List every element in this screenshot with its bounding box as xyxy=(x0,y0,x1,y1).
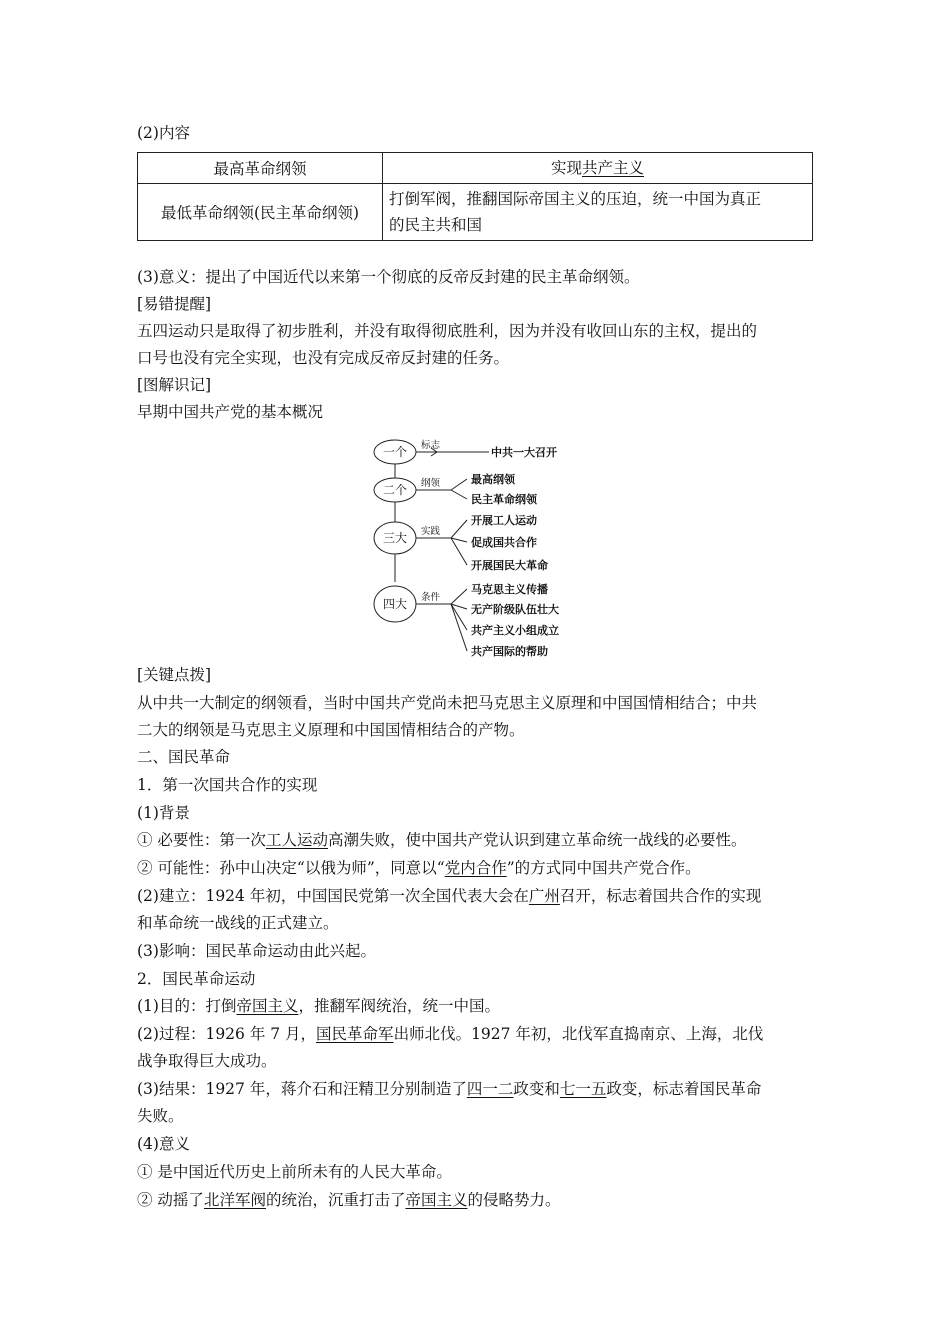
goal-text xyxy=(137,995,500,1017)
part-title: 二、国民革命 xyxy=(137,748,231,766)
text-run: ，推翻军阀统治，统一中国。 xyxy=(298,997,500,1015)
leaf-text: 共产主义小组成立 xyxy=(471,624,559,637)
text-run: 高潮失败，使中国共产党认识到建立革命统一战线的必要性。 xyxy=(327,831,747,849)
section-content-title: (2)内容 xyxy=(137,124,190,142)
error-tip-text: 五四运动只是取得了初步胜利，并没有取得彻底胜利，因为并没有收回山东的主权，提出的 xyxy=(137,322,758,340)
text-run: 政变，标志着国民革命 xyxy=(606,1080,762,1098)
leaf-text: 马克思主义传播 xyxy=(471,583,548,596)
leaf-text: 最高纲领 xyxy=(471,473,515,486)
key-point-label: [关键点拨] xyxy=(137,666,212,684)
table-cell xyxy=(383,184,813,241)
node-label: 一个 xyxy=(382,445,408,459)
result-text: 失败。 xyxy=(137,1107,184,1125)
table-row xyxy=(138,153,813,184)
leaf-text: 共产国际的帮助 xyxy=(471,645,548,658)
key-point-text: 从中共一大制定的纲领看，当时中国共产党尚未把马克思主义原理和中国国情相结合；中共 xyxy=(137,694,758,712)
text-run: 的统治，沉重打击了 xyxy=(265,1191,406,1209)
key-point-text: 二大的纲领是马克思主义原理和中国国情相结合的产物。 xyxy=(137,721,525,739)
underlined-term: 四一二 xyxy=(466,1080,514,1098)
underlined-term: 工人运动 xyxy=(265,831,328,849)
leaf-text: 无产阶级队伍壮大 xyxy=(471,603,559,616)
underlined-term: 国民革命军 xyxy=(316,1025,394,1043)
leaf-text: 开展工人运动 xyxy=(471,514,537,527)
edge-label: 标志 xyxy=(421,440,441,451)
significance-text: ① 是中国近代历史上前所未有的人民大革命。 xyxy=(137,1163,452,1181)
table-cell: 最低革命纲领(民主革命纲领) xyxy=(138,184,383,241)
necessity-text xyxy=(137,829,746,851)
node-label: 三大 xyxy=(382,531,408,545)
table-row xyxy=(138,184,813,241)
subsection-title: 2．国民革命运动 xyxy=(137,970,256,988)
underlined-term: 广州 xyxy=(528,887,560,905)
text-run: ② 可能性：孙中山决定“以俄为师”，同意以“ xyxy=(137,859,445,877)
cell-text: 打倒军阀，推翻国际帝国主义的压迫，统一中国为真正 xyxy=(389,190,762,208)
error-tip-label: [易错提醒] xyxy=(137,295,212,313)
establishment-text xyxy=(137,885,761,907)
underlined-term: 帝国主义 xyxy=(405,1191,468,1209)
text-run: (2)过程：1926 年 7 月， xyxy=(137,1025,317,1043)
cell-text: 实现 xyxy=(550,159,582,177)
leaf-text: 开展国民大革命 xyxy=(471,559,548,572)
text-run: 政变和 xyxy=(513,1080,560,1098)
text-run: ”的方式同中国共产党合作。 xyxy=(506,859,701,877)
text-run: ① 必要性：第一次 xyxy=(137,831,266,849)
text-run: ② 动摇了 xyxy=(137,1191,204,1209)
significance-title: (4)意义 xyxy=(137,1135,190,1153)
edge-label: 实践 xyxy=(421,526,441,537)
edge-label: 纲领 xyxy=(421,478,441,489)
program-table xyxy=(137,152,813,241)
cell-text: 的民主共和国 xyxy=(389,216,483,234)
node-label: 二个 xyxy=(382,483,408,497)
underlined-term: 党内合作 xyxy=(444,859,507,877)
text-run: 召开，标志着国共合作的实现 xyxy=(559,887,762,905)
text-run: (3)结果：1927 年，蒋介石和汪精卫分别制造了 xyxy=(137,1080,467,1098)
party-overview-diagram xyxy=(371,436,591,661)
table-cell: 最高革命纲领 xyxy=(138,153,383,184)
possibility-text xyxy=(137,857,701,879)
underlined-term: 北洋军阀 xyxy=(203,1191,266,1209)
leaf-text: 中共一大召开 xyxy=(491,446,557,459)
table-cell xyxy=(383,153,813,184)
subsection-title: 1．第一次国共合作的实现 xyxy=(137,776,318,794)
diagram-title: 早期中国共产党的基本概况 xyxy=(137,403,324,421)
error-tip-text: 口号也没有完全实现，也没有完成反帝反封建的任务。 xyxy=(137,349,510,367)
result-text xyxy=(137,1078,761,1100)
underlined-term: 七一五 xyxy=(559,1080,607,1098)
leaf-text: 促成国共合作 xyxy=(471,536,537,549)
node-label: 四大 xyxy=(382,597,408,611)
text-run: 的侵略势力。 xyxy=(467,1191,561,1209)
process-text xyxy=(137,1023,763,1045)
impact-text: (3)影响：国民革命运动由此兴起。 xyxy=(137,942,376,960)
background-title: (1)背景 xyxy=(137,804,190,822)
process-text: 战争取得巨大成功。 xyxy=(137,1052,277,1070)
text-run: 出师北伐。1927 年初，北伐军直捣南京、上海，北伐 xyxy=(393,1025,764,1043)
significance-text xyxy=(137,1189,561,1211)
establishment-text: 和革命统一战线的正式建立。 xyxy=(137,914,339,932)
underlined-term: 共产主义 xyxy=(582,159,645,177)
underlined-term: 帝国主义 xyxy=(236,997,299,1015)
text-run: (1)目的：打倒 xyxy=(137,997,237,1015)
leaf-text: 民主革命纲领 xyxy=(471,493,537,506)
edge-label: 条件 xyxy=(421,592,441,603)
diagram-label: [图解识记] xyxy=(137,376,212,394)
text-run: (2)建立：1924 年初，中国国民党第一次全国代表大会在 xyxy=(137,887,529,905)
meaning-text: (3)意义：提出了中国近代以来第一个彻底的反帝反封建的民主革命纲领。 xyxy=(137,268,640,286)
